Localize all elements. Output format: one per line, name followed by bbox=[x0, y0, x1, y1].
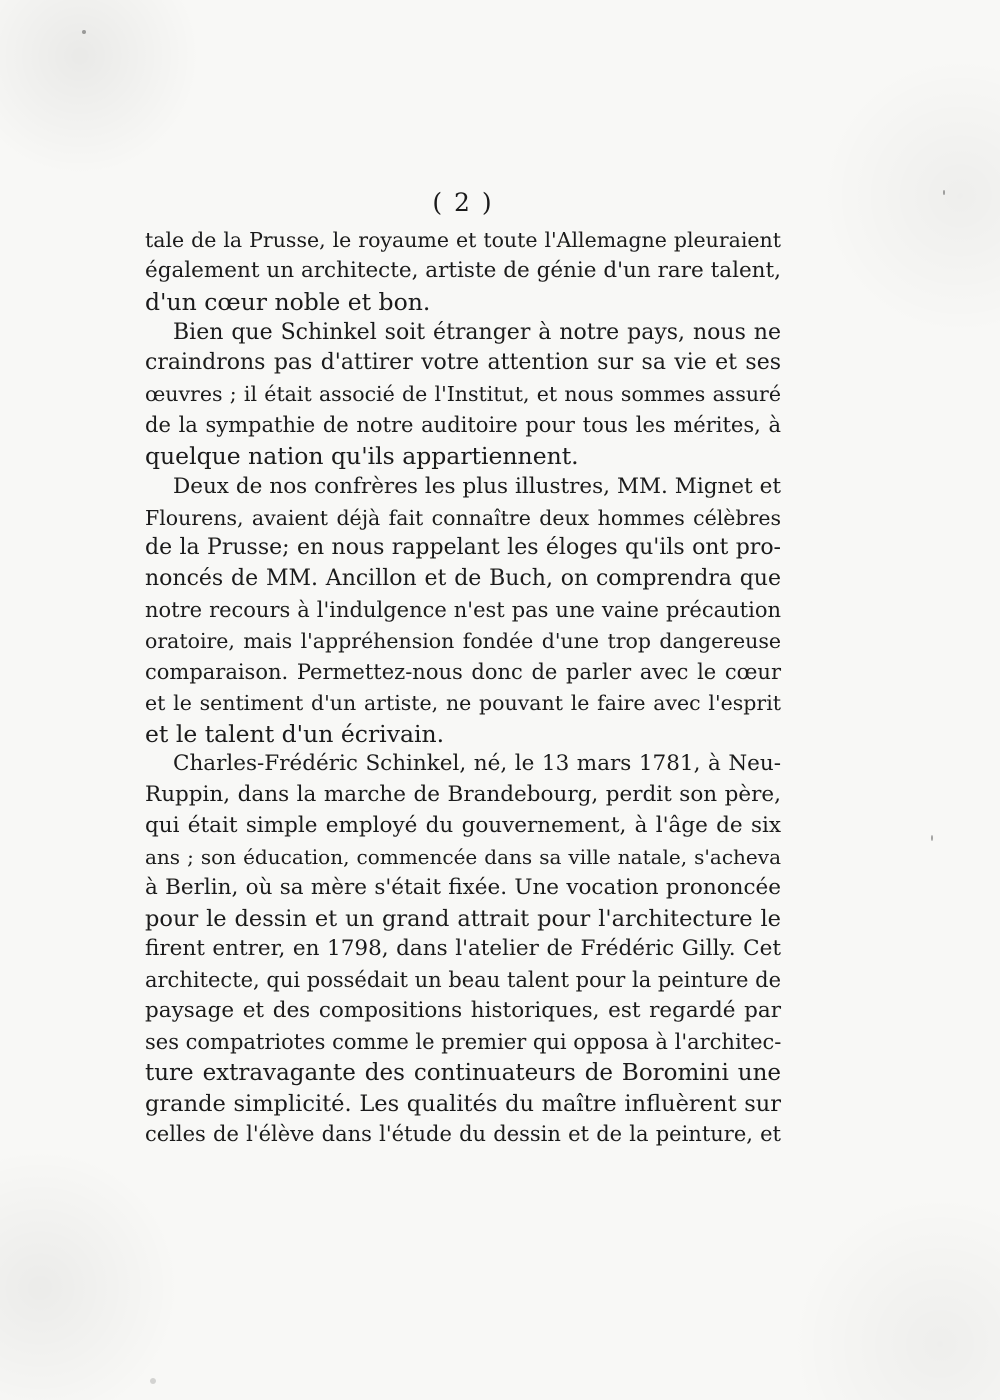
text-line: ture extravagante des continuateurs de Boromini une bbox=[145, 1059, 781, 1086]
text-line: ses compatriotes comme le premier qui opposa à l'architec- bbox=[145, 1029, 782, 1054]
text-line: d'un cœur noble et bon. bbox=[145, 287, 431, 316]
text-line: qui était simple employé du gouvernement, à l'âge de six bbox=[145, 813, 781, 839]
ink-speck bbox=[943, 190, 945, 195]
text-line: à Berlin, où sa mère s'était fixée. Une vocation prononcée bbox=[145, 874, 781, 900]
text-line: œuvres ; il était associé de l'Institut, et nous sommes assuré bbox=[145, 382, 781, 407]
text-line: celles de l'élève dans l'étude du dessin et de la peinture, et bbox=[145, 1122, 781, 1147]
text-line: oratoire, mais l'appréhension fondée d'une trop dangereuse bbox=[145, 628, 781, 653]
text-line: paysage et des compositions historiques, est regardé par bbox=[145, 998, 781, 1024]
text-line: comparaison. Permettez-nous donc de parler avec le cœur bbox=[145, 659, 781, 684]
text-line: de la Prusse; en nous rappelant les éloges qu'ils ont pro- bbox=[145, 535, 781, 561]
ink-speck bbox=[931, 835, 933, 841]
text-line: Charles-Frédéric Schinkel, né, le 13 mars 1781, à Neu- bbox=[173, 751, 781, 777]
text-line: pour le dessin et un grand attrait pour l'architecture le bbox=[145, 905, 781, 932]
ink-speck bbox=[82, 30, 86, 34]
text-line: Deux de nos confrères les plus illustres, MM. Mignet et bbox=[173, 473, 781, 499]
page-number: ( 2 ) bbox=[432, 188, 494, 217]
text-line: Ruppin, dans la marche de Brandebourg, perdit son père, bbox=[145, 782, 781, 808]
text-line: Flourens, avaient déjà fait connaître deux hommes célèbres bbox=[145, 505, 781, 530]
text-line: grande simplicité. Les qualités du maître influèrent sur bbox=[145, 1090, 781, 1117]
text-line: firent entrer, en 1798, dans l'atelier de Frédéric Gilly. Cet bbox=[145, 936, 781, 962]
text-line: et le talent d'un écrivain. bbox=[145, 719, 445, 748]
text-line: architecte, qui possédait un beau talent pour la peinture de bbox=[145, 968, 782, 993]
text-line: notre recours à l'indulgence n'est pas une vaine précaution bbox=[145, 598, 781, 623]
text-line: et le sentiment d'un artiste, ne pouvant le faire avec l'esprit bbox=[145, 690, 781, 715]
ink-speck bbox=[150, 1378, 156, 1384]
text-line: noncés de MM. Ancillon et de Buch, on comprendra que bbox=[145, 566, 781, 592]
text-line: Bien que Schinkel soit étranger à notre pays, nous ne bbox=[173, 319, 781, 345]
text-line: de la sympathie de notre auditoire pour tous les mérites, à bbox=[145, 413, 781, 438]
text-line: également un architecte, artiste de génie d'un rare talent, bbox=[145, 257, 781, 283]
text-line: tale de la Prusse, le royaume et toute l'Allemagne pleuraient bbox=[145, 228, 781, 252]
text-line: craindrons pas d'attirer votre attention sur sa vie et ses bbox=[145, 350, 781, 376]
body-text bbox=[145, 225, 781, 1150]
text-line: quelque nation qu'ils appartiennent. bbox=[145, 441, 579, 470]
text-line: ans ; son éducation, commencée dans sa ville natale, s'acheva bbox=[145, 844, 781, 869]
